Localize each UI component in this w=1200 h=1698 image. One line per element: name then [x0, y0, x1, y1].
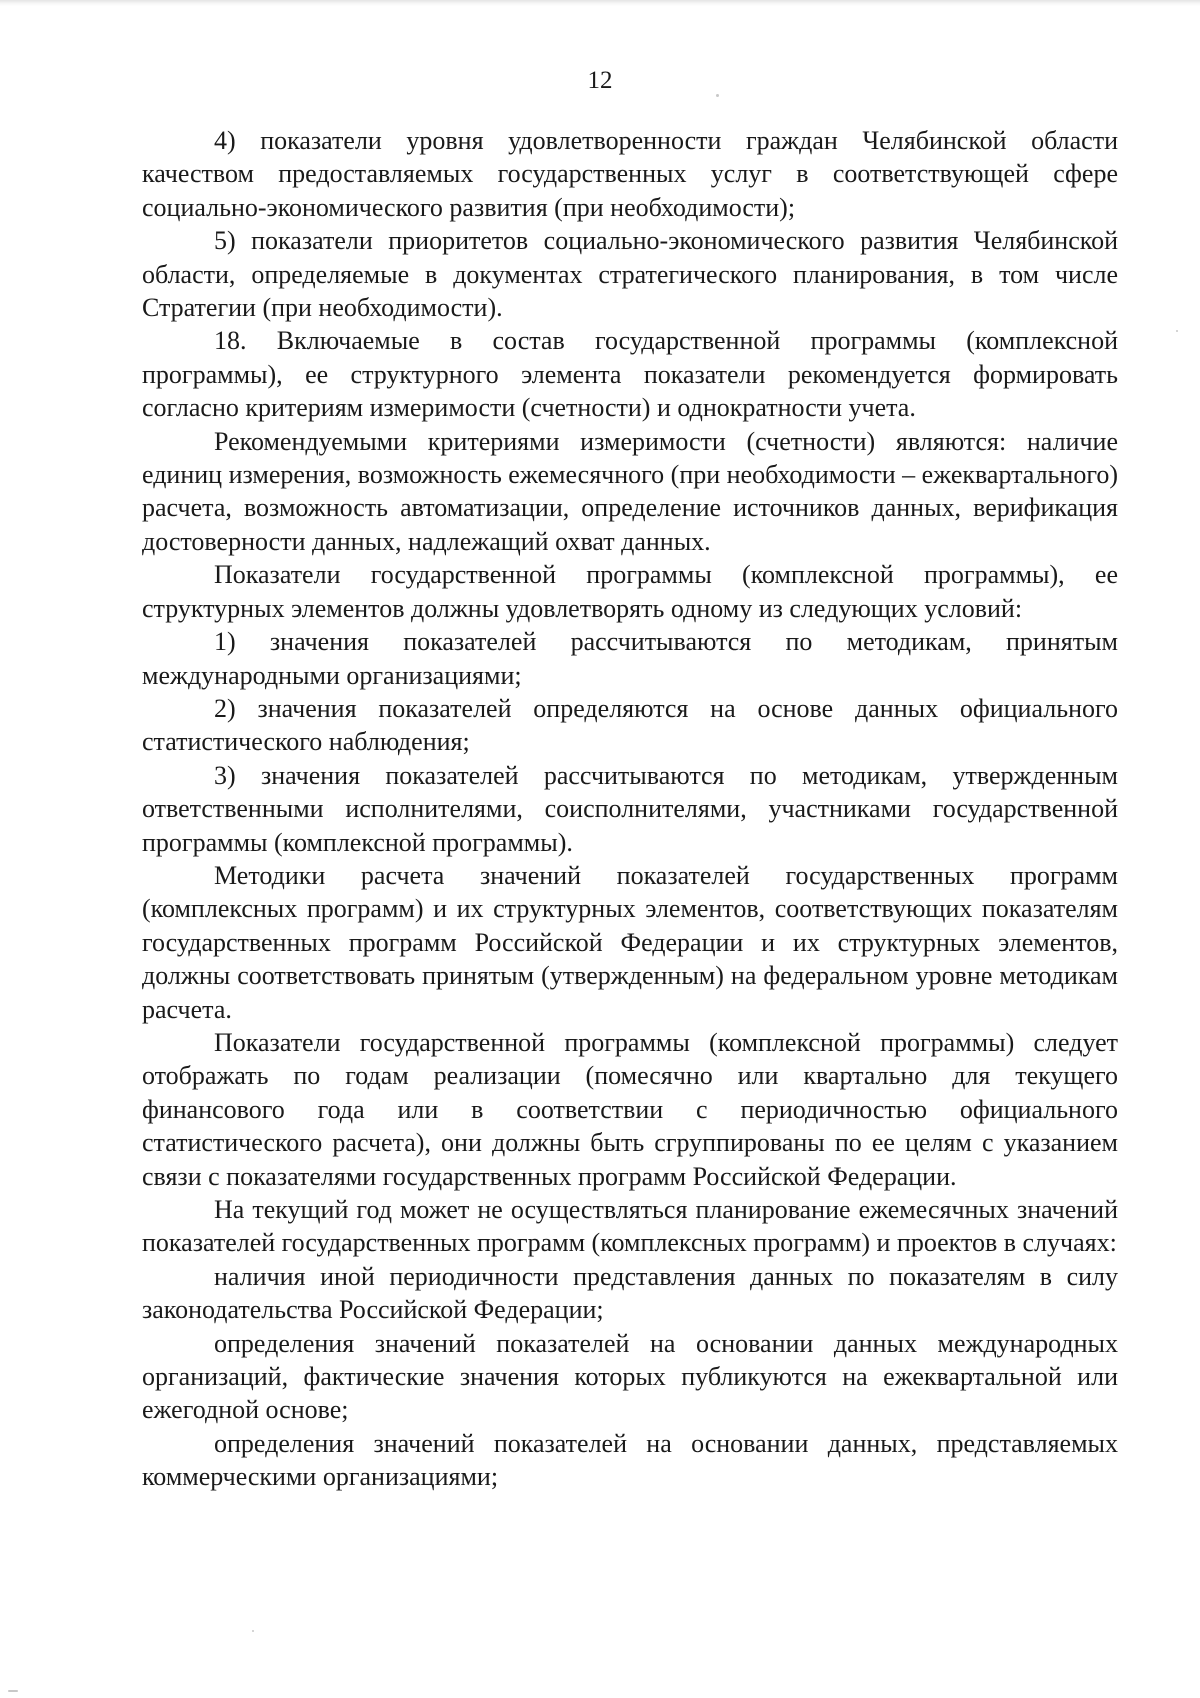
- scan-speck: [716, 94, 719, 97]
- paragraph-display-by-years: Показатели государственной программы (комплексной программы) следует отображать по годам реализации (помесячно или квартально для текущего финансового года или в соответствии с периодичностью официального статистического расчета), они должны быть сгруппированы по ее целям с указанием связи с показателями государственных программ Российской Федерации.: [142, 1027, 1118, 1191]
- paragraph-item-5: 5) показатели приоритетов социально-экономического развития Челябинской области, определяемые в документах стратегического планирования, в том числе Стратегии (при необходимости).: [142, 226, 1118, 323]
- paragraph-case-periodicity: наличия иной периодичности представления данных по показателям в силу законодательства Российской Федерации;: [142, 1261, 1118, 1325]
- paragraph-condition-1: 1) значения показателей рассчитываются по методикам, принятым международными организациями;: [142, 627, 1118, 690]
- document-body: [142, 124, 1118, 1494]
- paragraph-case-international: определения значений показателей на основании данных международных организаций, фактические значения которых публикуются на ежеквартальной или ежегодной основе;: [142, 1328, 1118, 1425]
- paragraph-condition-2: 2) значения показателей определяются на основе данных официального статистического наблюдения;: [142, 693, 1118, 757]
- paragraph-case-commercial: определения значений показателей на основании данных, представляемых коммерческими организациями;: [142, 1428, 1118, 1492]
- scan-speck: [8, 1690, 18, 1692]
- scan-edge-shadow: [0, 0, 1200, 6]
- paragraph-criteria: Рекомендуемыми критериями измеримости (счетности) являются: наличие единиц измерения, возможность ежемесячного (при необходимости – ежеквартального) расчета, возможность автоматизации, определение источников данных, верификация достоверности данных, надлежащий охват данных.: [142, 426, 1118, 556]
- paragraph-item-4: 4) показатели уровня удовлетворенности граждан Челябинской области качеством предоставляемых государственных услуг в соответствующей сфере социально-экономического развития (при необходимости);: [142, 126, 1118, 222]
- page-number: 12: [587, 67, 613, 94]
- paragraph-clause-18: 18. Включаемые в состав государственной программы (комплексной программы), ее структурного элемента показатели рекомендуется формировать согласно критериям измеримости (счетности) и однократности учета.: [142, 326, 1118, 423]
- scan-speck: [1176, 330, 1178, 332]
- paragraph-condition-3: 3) значения показателей рассчитываются по методикам, утвержденным ответственными исполнителями, соисполнителями, участниками государственной программы (комплексной программы).: [142, 760, 1118, 857]
- paragraph-methodologies: Методики расчета значений показателей государственных программ (комплексных программ) и их структурных элементов, соответствующих показателям государственных программ Российской Федерации и их структурных элементов, должны соответствовать принятым (утвержденным) на федеральном уровне методикам расчета.: [142, 860, 1118, 1024]
- scan-speck: [252, 1630, 254, 1632]
- paragraph-conditions-intro: Показатели государственной программы (комплексной программы), ее структурных элементов должны удовлетворять одному из следующих условий:: [142, 560, 1118, 623]
- paragraph-current-year: На текущий год может не осуществляться планирование ежемесячных значений показателей государственных программ (комплексных программ) и проектов в случаях:: [142, 1195, 1118, 1258]
